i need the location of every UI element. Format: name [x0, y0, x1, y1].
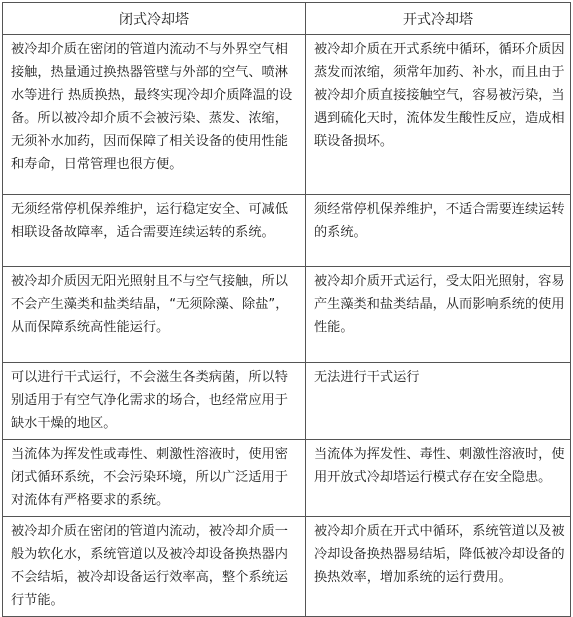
open-tower-cell: 被冷却介质在开式系统中循环，循环介质因蒸发而浓缩，须常年加药、补水，而且由于被冷却介质直接接触空气，容易被污染，当遇到硫化天时，流体发生酸性反应，造成相联设备损坏。: [306, 35, 571, 195]
open-tower-cell: 无法进行干式运行: [306, 363, 571, 440]
header-open-tower: 开式冷却塔: [306, 3, 571, 35]
header-closed-tower: 闭式冷却塔: [3, 3, 306, 35]
closed-tower-cell: 被冷却介质在密闭的管道内流动，被冷却介质一般为软化水，系统管道以及被冷却设备换热器内不会结垢，被冷却设备运行效率高，整个系统运行节能。: [3, 517, 306, 617]
closed-tower-cell: 无须经常停机保养维护，运行稳定安全、可减低相联设备故障率，适合需要连续运转的系统。: [3, 195, 306, 267]
table-row: [3, 363, 571, 440]
closed-tower-cell: 被冷却介质因无阳光照射且不与空气接触，所以不会产生藻类和盐类结晶，“无须除藻、除盐”，从而保障系统高性能运行。: [3, 267, 306, 363]
open-tower-cell: 被冷却介质开式运行，受太阳光照射，容易产生藻类和盐类结晶，从而影响系统的使用性能。: [306, 267, 571, 363]
closed-tower-cell: 可以进行干式运行，不会滋生各类病菌，所以特别适用于有空气净化需求的场合，也经常应用于缺水干燥的地区。: [3, 363, 306, 440]
table-row: [3, 440, 571, 517]
table-row: [3, 517, 571, 617]
open-tower-cell: 被冷却介质在开式中循环，系统管道以及被冷却设备换热器易结垢，降低被冷却设备的换热效率，增加系统的运行费用。: [306, 517, 571, 617]
table-header-row: [3, 3, 571, 35]
table-row: [3, 195, 571, 267]
table-row: [3, 267, 571, 363]
closed-tower-cell: 当流体为挥发性或毒性、刺激性溶液时，使用密闭式循环系统，不会污染环境，所以广泛适用于对流体有严格要求的系统。: [3, 440, 306, 517]
comparison-table: [2, 2, 571, 617]
open-tower-cell: 当流体为挥发性、毒性、刺激性溶液时，使用开放式冷却塔运行模式存在安全隐患。: [306, 440, 571, 517]
table-row: [3, 35, 571, 195]
closed-tower-cell: 被冷却介质在密闭的管道内流动不与外界空气相接触，热量通过换热器管壁与外部的空气、喷淋水等进行 热质换热，最终实现冷却介质降温的设备。所以被冷却介质不会被污染、蒸发、浓缩，无须补水加药，因而保障了相关设备的使用性能和寿命，日常管理也很方便。: [3, 35, 306, 195]
open-tower-cell: 须经常停机保养维护，不适合需要连续运转的系统。: [306, 195, 571, 267]
